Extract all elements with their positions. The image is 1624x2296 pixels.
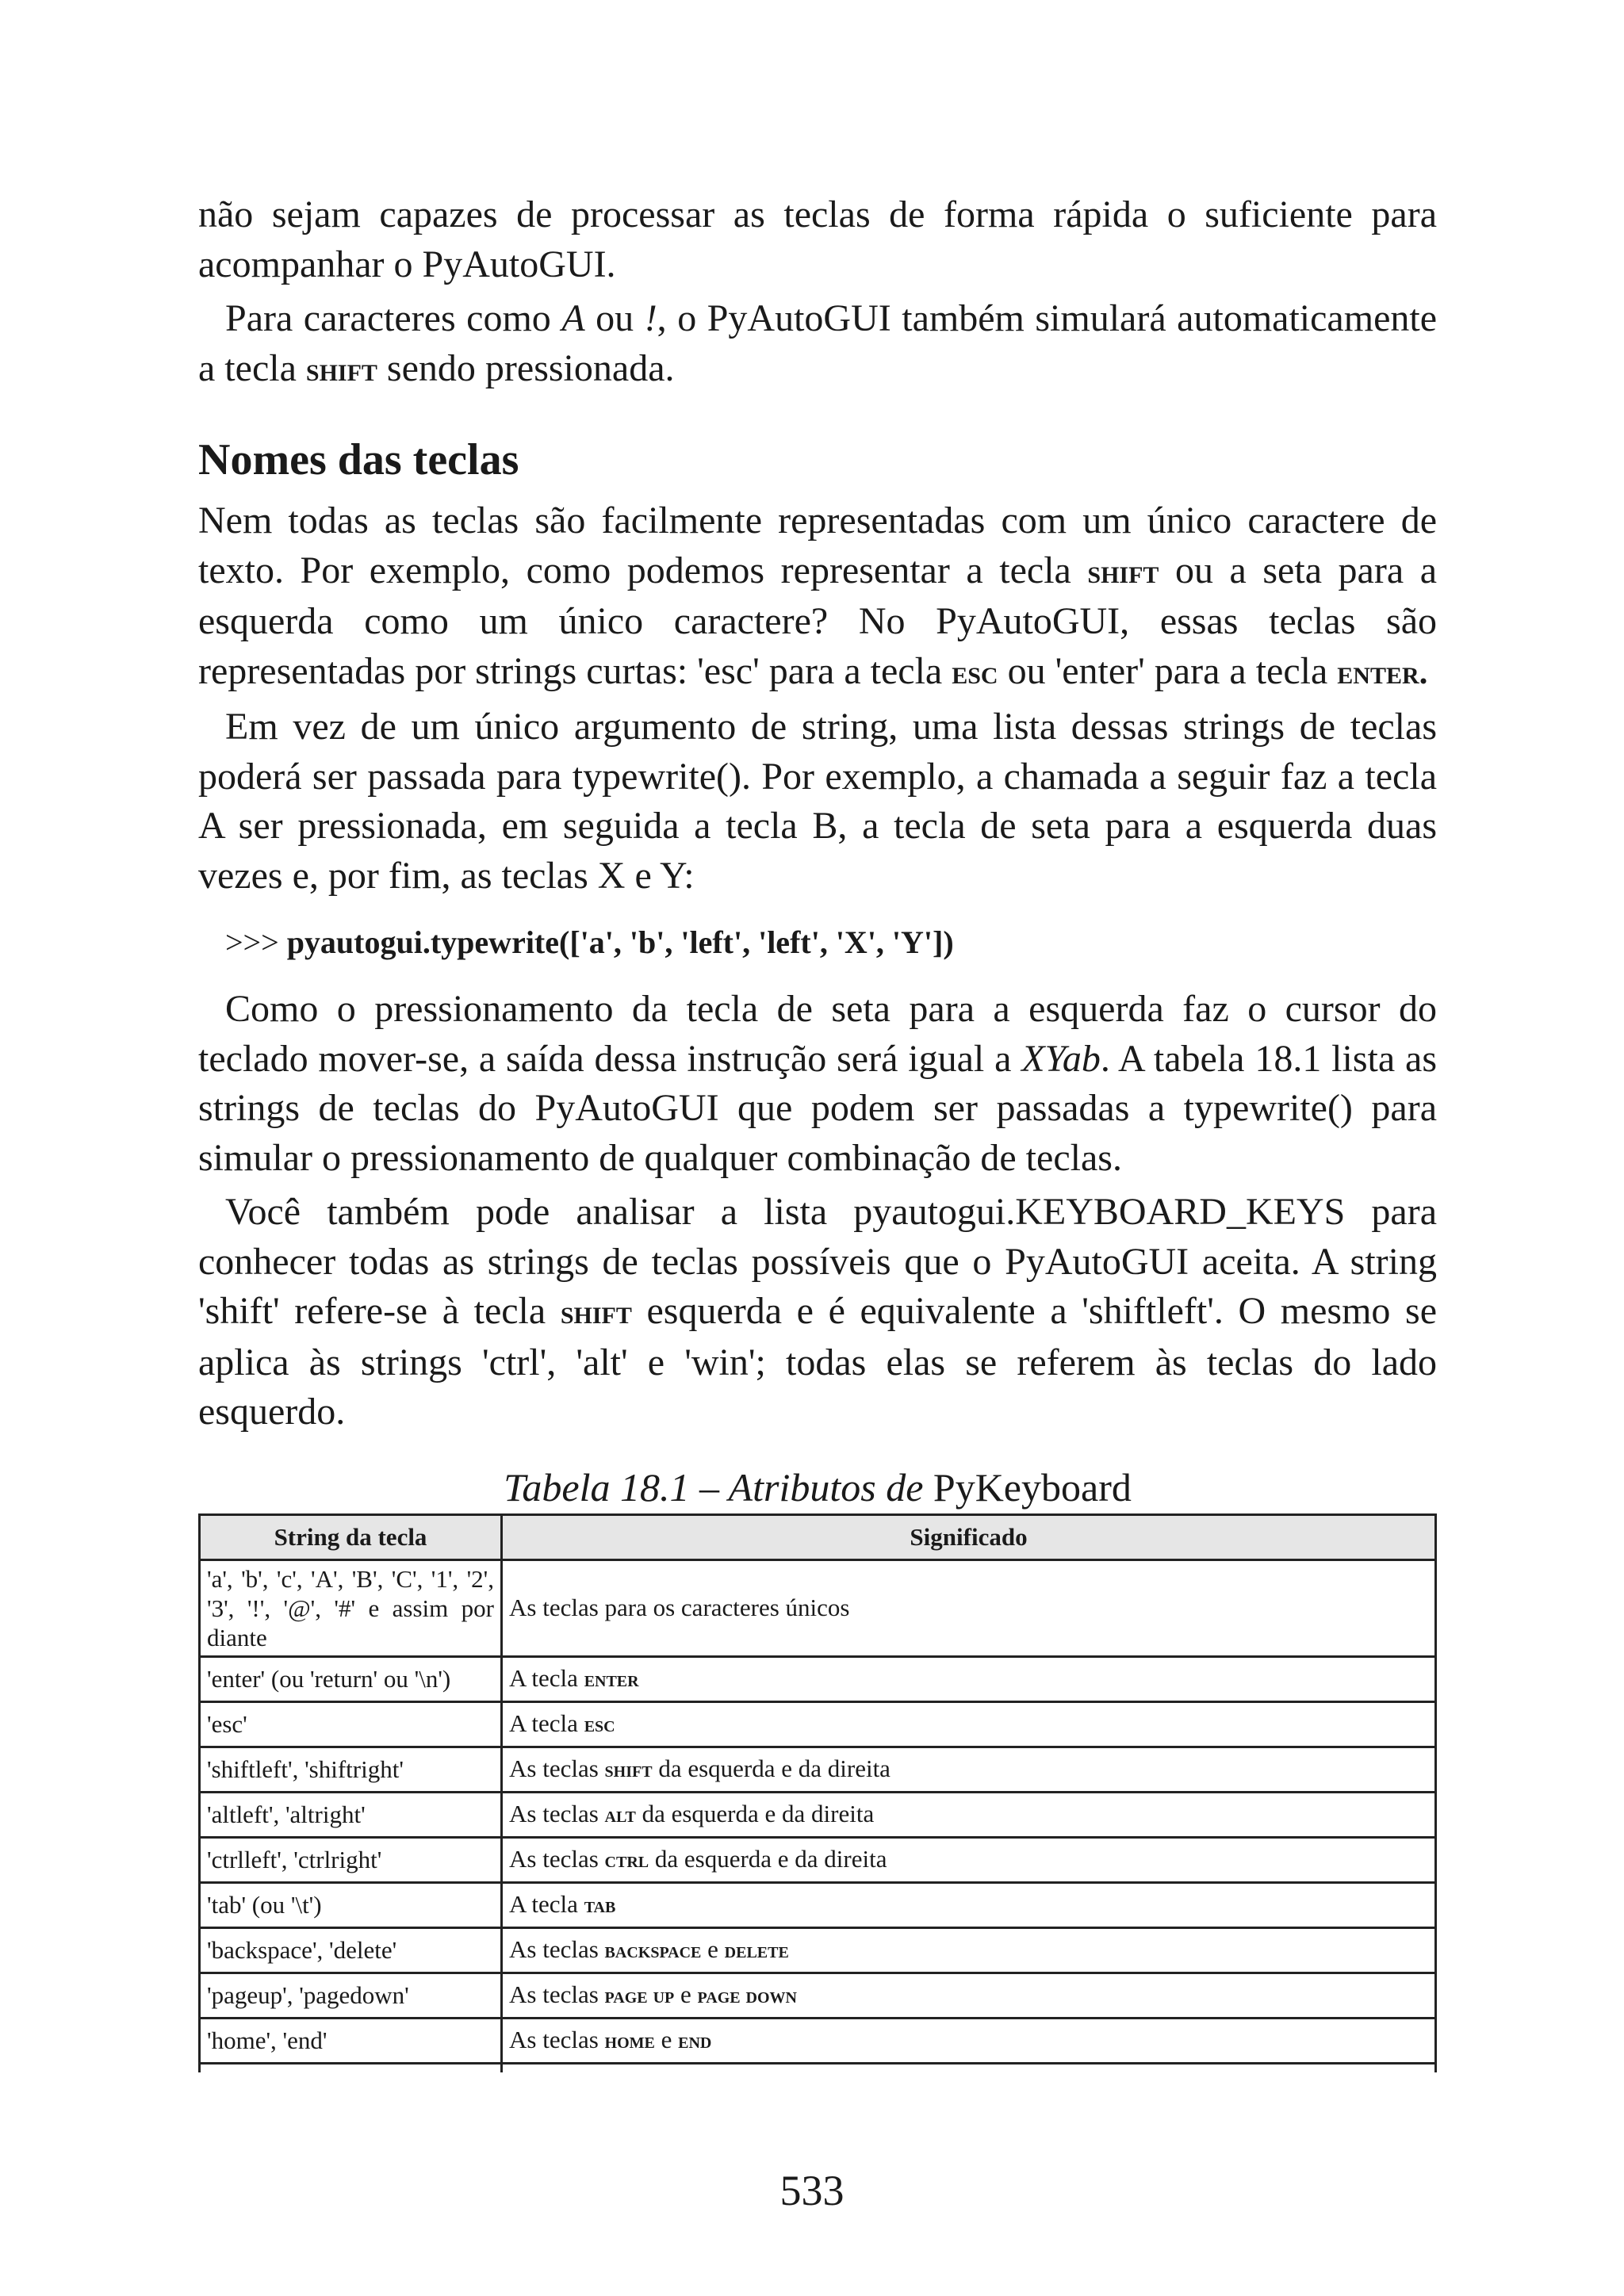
key-shift: shift bbox=[305, 350, 377, 388]
cell-key-string: 'shiftleft', 'shiftright' bbox=[200, 1747, 502, 1792]
meaning-text: As teclas bbox=[509, 1935, 605, 1963]
meaning-text: As teclas bbox=[509, 1755, 605, 1782]
key-name: alt bbox=[604, 1803, 636, 1827]
cell-empty bbox=[502, 2063, 1436, 2072]
meaning-text: As teclas bbox=[509, 2026, 605, 2053]
text-run: . A tabela 18.1 lista as strings de teclas do PyAutoGUI que podem ser passadas a typewrite() para simular o pressionamento de qualquer combinação de teclas. bbox=[198, 1037, 1437, 1179]
cell-key-string: 'home', 'end' bbox=[200, 2018, 502, 2063]
table-header-row bbox=[200, 1514, 1436, 1559]
paragraph-list-argument: Em vez de um único argumento de string, uma lista dessas strings de teclas poderá ser passada para typewrite(). Por exemplo, a chamada a seguir faz a tecla A ser pressionada, em seguida a tecla B, a tecla de seta para a esquerda duas vezes e, por fim, as teclas X e Y: bbox=[198, 706, 1437, 897]
meaning-text: As teclas bbox=[509, 1845, 605, 1873]
table-row bbox=[200, 1747, 1436, 1792]
table-row bbox=[200, 1559, 1436, 1656]
italic-char-excl: ! bbox=[644, 297, 657, 339]
paragraph-shift-simulation bbox=[198, 294, 1437, 395]
key-strings-table bbox=[198, 1513, 1437, 2072]
cell-key-string: 'esc' bbox=[200, 1701, 502, 1747]
italic-char-a: A bbox=[561, 297, 585, 339]
cell-key-string: 'a', 'b', 'c', 'A', 'B', 'C', '1', '2', '3', '!', '@', '#' e assim por diante bbox=[200, 1559, 502, 1656]
key-name: ctrl bbox=[604, 1848, 649, 1873]
cell-meaning bbox=[502, 1973, 1436, 2018]
page-content bbox=[198, 190, 1437, 2072]
text-run: esquerda e é equivalente a 'shiftleft'. O mesmo se aplica às strings 'ctrl', 'alt' e 'win'; todas elas se referem às teclas do lado esquerdo. bbox=[198, 1290, 1438, 1433]
meaning-text: e bbox=[701, 1935, 725, 1963]
paragraph-keyboard-keys bbox=[198, 1188, 1437, 1437]
code-text: pyautogui.typewrite(['a', 'b', 'left', 'left', 'X', 'Y']) bbox=[286, 924, 954, 960]
page-number: 533 bbox=[779, 2167, 845, 2214]
cell-meaning bbox=[502, 1559, 1436, 1656]
text-run: Você também pode analisar a lista pyautogui.KEYBOARD_KEYS para conhecer todas as strings de teclas possíveis que o PyAutoGUI aceita. A string 'shift' refere-se à tecla bbox=[198, 1191, 1437, 1332]
key-name: page down bbox=[697, 1984, 798, 2008]
table-row bbox=[200, 1837, 1436, 1882]
cell-meaning bbox=[502, 2018, 1436, 2063]
table-row bbox=[200, 2018, 1436, 2063]
cell-key-string: 'enter' (ou 'return' ou '\n') bbox=[200, 1656, 502, 1701]
text-run: sendo pressionada. bbox=[377, 346, 675, 389]
text-run: , o PyAutoGUI também simulará automaticamente a tecla bbox=[198, 297, 1438, 389]
text-run: Nem todas as teclas são facilmente representadas com um único caractere de texto. Por exemplo, como podemos representar a tecla bbox=[198, 499, 1437, 591]
table-row bbox=[200, 1701, 1436, 1747]
table-body bbox=[200, 1559, 1436, 2072]
cell-meaning bbox=[502, 1792, 1436, 1837]
key-name: delete bbox=[724, 1938, 789, 1963]
code-example bbox=[225, 923, 1437, 962]
caption-italic: Tabela 18.1 – Atributos de bbox=[504, 1464, 933, 1510]
table-row bbox=[200, 1792, 1436, 1837]
table-row-continued bbox=[200, 2063, 1436, 2072]
cell-meaning bbox=[502, 1701, 1436, 1747]
key-name: esc bbox=[584, 1712, 615, 1737]
paragraph-output bbox=[198, 985, 1437, 1183]
text-run: Para caracteres como bbox=[225, 297, 562, 339]
caption-plain: PyKeyboard bbox=[933, 1464, 1132, 1510]
cell-meaning bbox=[502, 1927, 1436, 1973]
text-run: ou 'enter' para a tecla bbox=[998, 649, 1338, 692]
cell-key-string: 'altleft', 'altright' bbox=[200, 1792, 502, 1837]
key-esc: esc bbox=[952, 653, 998, 691]
cell-meaning bbox=[502, 1656, 1436, 1701]
key-enter: enter bbox=[1337, 653, 1419, 691]
meaning-text: da esquerda e da direita bbox=[652, 1755, 891, 1782]
text-run: ou a seta para a esquerda como um único caractere? No PyAutoGUI, essas teclas são representadas por strings curtas: 'esc' para a tecla bbox=[198, 549, 1438, 692]
key-shift: shift bbox=[560, 1294, 632, 1331]
key-shift: shift bbox=[1087, 553, 1159, 591]
meaning-text: As teclas para os caracteres únicos bbox=[509, 1593, 850, 1621]
section-heading: Nomes das teclas bbox=[198, 435, 519, 484]
text-run: . bbox=[1419, 653, 1428, 691]
paragraph-continuation: não sejam capazes de processar as teclas de forma rápida o suficiente para acompanhar o PyAutoGUI. bbox=[198, 193, 1437, 285]
header-meaning: Significado bbox=[502, 1514, 1436, 1559]
meaning-text: A tecla bbox=[509, 1664, 584, 1692]
cell-meaning bbox=[502, 1882, 1436, 1927]
key-name: page up bbox=[604, 1984, 675, 2008]
meaning-text: e bbox=[654, 2026, 679, 2053]
cell-key-string: 'pageup', 'pagedown' bbox=[200, 1973, 502, 2018]
text-run: Como o pressionamento da tecla de seta para a esquerda faz o cursor do teclado mover-se, a saída dessa instrução será igual a bbox=[198, 988, 1437, 1080]
cell-key-string: 'ctrlleft', 'ctrlright' bbox=[200, 1837, 502, 1882]
meaning-text: e bbox=[674, 1980, 698, 2008]
meaning-text: As teclas bbox=[509, 1800, 605, 1827]
cell-key-string: 'backspace', 'delete' bbox=[200, 1927, 502, 1973]
key-name: tab bbox=[584, 1893, 616, 1918]
table-row bbox=[200, 1882, 1436, 1927]
table-row bbox=[200, 1656, 1436, 1701]
key-name: home bbox=[604, 2029, 655, 2053]
cell-meaning bbox=[502, 1747, 1436, 1792]
code-prompt: >>> bbox=[225, 924, 287, 960]
table-row bbox=[200, 1927, 1436, 1973]
key-name: shift bbox=[604, 1758, 653, 1782]
cell-empty bbox=[200, 2063, 502, 2072]
table-row bbox=[200, 1973, 1436, 2018]
meaning-text: A tecla bbox=[509, 1890, 584, 1918]
key-name: enter bbox=[584, 1667, 639, 1692]
header-key-string: String da tecla bbox=[200, 1514, 502, 1559]
meaning-text: A tecla bbox=[509, 1709, 584, 1737]
meaning-text: da esquerda e da direita bbox=[649, 1845, 887, 1873]
key-name: end bbox=[678, 2029, 712, 2053]
italic-xyab: XYab bbox=[1021, 1037, 1101, 1080]
cell-meaning bbox=[502, 1837, 1436, 1882]
text-run: ou bbox=[584, 297, 645, 339]
key-name: backspace bbox=[604, 1938, 702, 1963]
meaning-text: da esquerda e da direita bbox=[635, 1800, 875, 1827]
paragraph-key-names bbox=[198, 496, 1437, 698]
cell-key-string: 'tab' (ou '\t') bbox=[200, 1882, 502, 1927]
meaning-text: As teclas bbox=[509, 1980, 605, 2008]
table-caption bbox=[198, 1463, 1437, 1512]
